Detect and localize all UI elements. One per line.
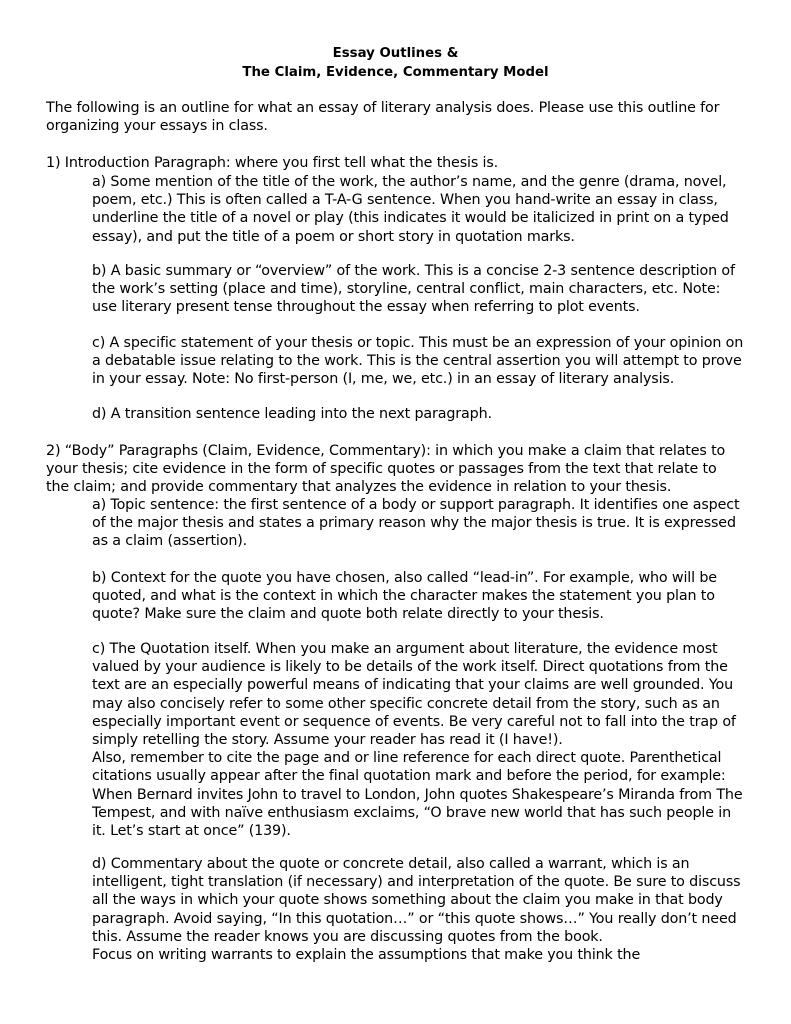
section-2-item-c: c) The Quotation itself. When you make an argument about literature, the evidence most valued by your audience is likely to be details of the work itself. Direct quotations from the text are an especially powerful means of indicating that your claims are well grounded. You may also concisely refer to some other specific concrete detail from the story, such as an especially important event or sequence of events. Be very careful not to fall into the trap of simply retelling the story. Assume your reader has read it (I have!). Also, remember to cite the page and or line reference for each direct quote. Parenthetical citations usually appear after the final quotation mark and before the period, for example: When Bernard invites John to travel to London, John quotes Shakespeare’s Miranda from The Tempest, and with naïve enthusiasm exclaims, “O brave new world that has such people in it. Let’s start at once” (139). <box>92 641 743 840</box>
section-1-item-a: a) Some mention of the title of the work, the author’s name, and the genre (drama, novel, poem, etc.) This is often called a T-A-G sentence. When you hand-write an essay in class, underline the title of a novel or play (this indicates it would be italicized in print on a typed essay), and put the title of a poem or short story in quotation marks. <box>92 174 729 245</box>
section-1-heading: 1) Introduction Paragraph: where you first tell what the thesis is. <box>46 155 499 171</box>
section-1-item-d: d) A transition sentence leading into the next paragraph. <box>92 406 492 422</box>
intro-paragraph: The following is an outline for what an essay of literary analysis does. Please use this outline for organizing your essays in class. <box>46 100 720 135</box>
document-title-line-2: The Claim, Evidence, Commentary Model <box>242 65 549 80</box>
section-2-item-b: b) Context for the quote you have chosen, also called “lead-in”. For example, who will be quoted, and what is the context in which the character makes the statement you plan to quote? Make sure the claim and quote both relate directly to your thesis. <box>92 570 717 623</box>
section-2-heading: 2) “Body” Paragraphs (Claim, Evidence, Commentary): in which you make a claim that relates to your thesis; cite evidence in the form of specific quotes or passages from the text that relate to the claim; and provide commentary that analyzes the evidence in relation to your thesis. <box>46 443 726 496</box>
section-2-item-a: a) Topic sentence: the first sentence of a body or support paragraph. It identifies one aspect of the major thesis and states a primary reason why the major thesis is true. It is expressed as a claim (assertion). <box>92 497 740 550</box>
section-2-item-d: d) Commentary about the quote or concrete detail, also called a warrant, which is an intelligent, tight translation (if necessary) and interpretation of the quote. Be sure to discuss all the ways in which your quote shows something about the claim you make in that body paragraph. Avoid saying, “In this quotation…” or “this quote shows…” You really don’t need this. Assume the reader knows you are discussing quotes from the book. Focus on writing warrants to explain the assumptions that make you think the <box>92 856 741 964</box>
section-1-item-b: b) A basic summary or “overview” of the work. This is a concise 2-3 sentence description of the work’s setting (place and time), storyline, central conflict, main characters, etc. Note: use literary present tense throughout the essay when referring to plot events. <box>92 263 735 316</box>
section-1-item-c: c) A specific statement of your thesis or topic. This must be an expression of your opinion on a debatable issue relating to the work. This is the central assertion you will attempt to prove in your essay. Note: No first-person (I, me, we, etc.) in an essay of literary analysis. <box>92 335 744 388</box>
document-title-line-1: Essay Outlines & <box>332 46 459 61</box>
